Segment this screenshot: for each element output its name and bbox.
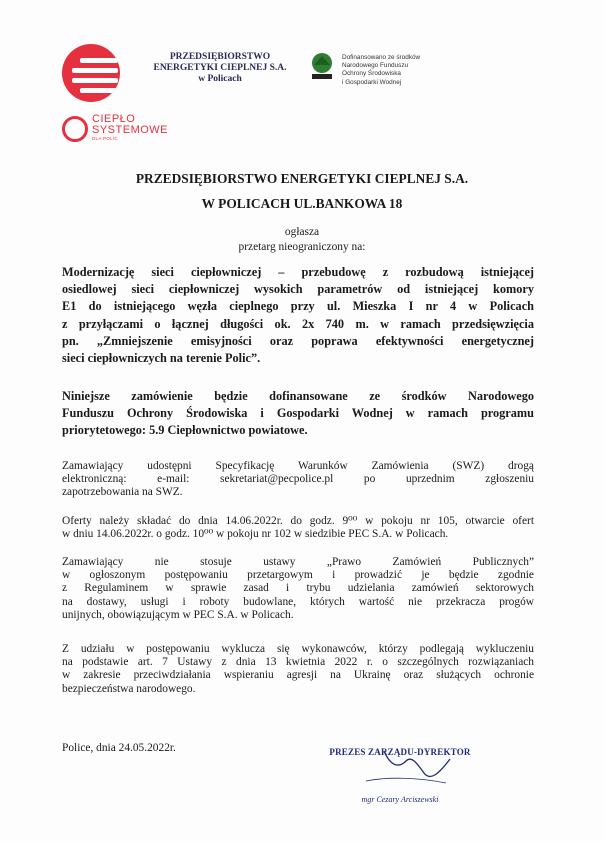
heading-line1: PRZEDSIĘBIORSTWO ENERGETYKI CIEPLNEJ S.A.	[135, 171, 469, 186]
nfosigw-text	[342, 54, 462, 87]
pec-logo-text	[120, 52, 320, 85]
subject-line: z przyłączami o łącznej długości ok. 2x 740 m. w ramach przedsięwzięcia	[62, 316, 534, 331]
intro-announces: ogłasza	[284, 226, 320, 238]
stamp-title: PREZES ZARZĄDU-DYREKTOR	[329, 747, 471, 757]
nfosigw-line2: Narodowego Funduszu	[342, 62, 409, 70]
cieplo-logo-line1: CIEPŁO	[92, 113, 136, 125]
place-and-date: Police, dnia 24.05.2022r.	[62, 742, 176, 754]
nfosigw-line3: Ochrony Środowiska	[342, 70, 401, 78]
nfosigw-logo	[310, 52, 460, 98]
offers-line: Oferty należy składać do dnia 14.06.2022r. do godz. 9⁰⁰ w pokoju nr 105, otwarcie ofert	[62, 515, 534, 527]
pec-logo	[62, 44, 322, 104]
exclusion-line: Z udziału w postępowaniu wyklucza się wykonawców, którzy podlegają wykluczeniu	[62, 643, 534, 655]
cieplo-logo-line3: DLA POLIC	[92, 136, 118, 141]
swz-paragraph	[62, 460, 534, 500]
exclusion-paragraph	[62, 643, 534, 696]
law-line: w ogłoszonym postępowaniu przetargowym i prowadzić je będzie zgodnie	[62, 569, 534, 582]
funding-note	[62, 388, 534, 440]
subject-line: osiedlowej sieci ciepłowniczej wysokich parametrów od istniejącej komory	[62, 282, 534, 297]
pec-logo-emblem-icon	[62, 44, 120, 102]
funding-line: priorytetowego: 5.9 Ciepłownictwo powiatowe.	[62, 423, 308, 438]
subject-line: sieci ciepłowniczych na terenie Polic”.	[62, 351, 261, 366]
nfosigw-line1: Dofinansowano ze środków	[342, 54, 421, 61]
subject-line: Modernizację sieci ciepłowniczej – przebudowę z rozbudową istniejącej	[62, 265, 534, 279]
pec-logo-line3: w Policach	[198, 74, 242, 84]
exclusion-line: na podstawie art. 7 Ustawy z dnia 13 kwietnia 2022 r. o szczególnych rozwiązaniach	[62, 656, 534, 669]
offers-paragraph	[62, 515, 534, 541]
cieplo-logo-line2: SYSTEMOWE	[92, 124, 169, 136]
law-paragraph	[62, 556, 534, 622]
nfosigw-emblem-icon	[310, 52, 334, 82]
law-line: unijnych, obowiązującym w PEC S.A. w Policach.	[62, 608, 294, 621]
law-line: Zamawiający nie stosuje ustawy „Prawo Zamówień Publicznych”	[62, 556, 534, 568]
offers-line: w dniu 14.06.2022r. o godz. 10⁰⁰ w pokoju nr 102 w siedzibie PEC S.A. w Policach.	[62, 528, 449, 541]
pec-logo-line2: ENERGETYKI CIEPLNEJ S.A.	[153, 63, 287, 73]
cieplo-systemowe-logo	[62, 112, 202, 148]
nfosigw-line4: i Gospodarki Wodnej	[342, 78, 402, 86]
subject-line: E1 do istniejącego węzła cieplnego przy ul. Mieszka I nr 4 w Policach	[62, 299, 534, 314]
law-line: na dostawy, usługi i roboty budowlane, których wartość nie przekracza progów	[62, 595, 534, 608]
cieplo-logo-text	[92, 114, 168, 142]
swz-line: zapotrzebowania na SWZ.	[62, 486, 183, 499]
cieplo-logo-circle-icon	[62, 116, 88, 142]
tender-subject	[62, 264, 534, 367]
exclusion-line: bezpieczeństwa narodowego.	[62, 682, 196, 695]
swz-line: elektroniczną: e-mail: sekretariat@pecpolice.pl po uprzednim zgłoszeniu	[62, 473, 534, 486]
heading-line2: W POLICACH UL.BANKOWA 18	[201, 196, 403, 211]
intro-tender-type: przetarg nieograniczony na:	[238, 241, 366, 253]
swz-line: Zamawiający udostępni Specyfikację Warunków Zamówienia (SWZ) drogą	[62, 460, 534, 472]
funding-line: Niniejsze zamówienie będzie dofinansowane ze środków Narodowego	[62, 389, 534, 403]
exclusion-line: w zakresie przeciwdziałania wspieraniu agresji na Ukrainę oraz służących ochronie	[62, 669, 534, 682]
funding-line: Funduszu Ochrony Środowiska i Gospodarki Wodnej w ramach programu	[62, 406, 534, 421]
stamp-name: mgr Cezary Arciszewski	[361, 795, 439, 804]
signature-stamp	[326, 747, 474, 807]
pec-logo-line1: PRZEDSIĘBIORSTWO	[169, 52, 271, 62]
law-line: z Regulaminem w sprawie zasad i trybu udzielania zamówień sektorowych	[62, 582, 534, 595]
subject-line: pn. „Zmniejszenie emisyjności oraz poprawa efektywności energetycznej	[62, 333, 534, 348]
